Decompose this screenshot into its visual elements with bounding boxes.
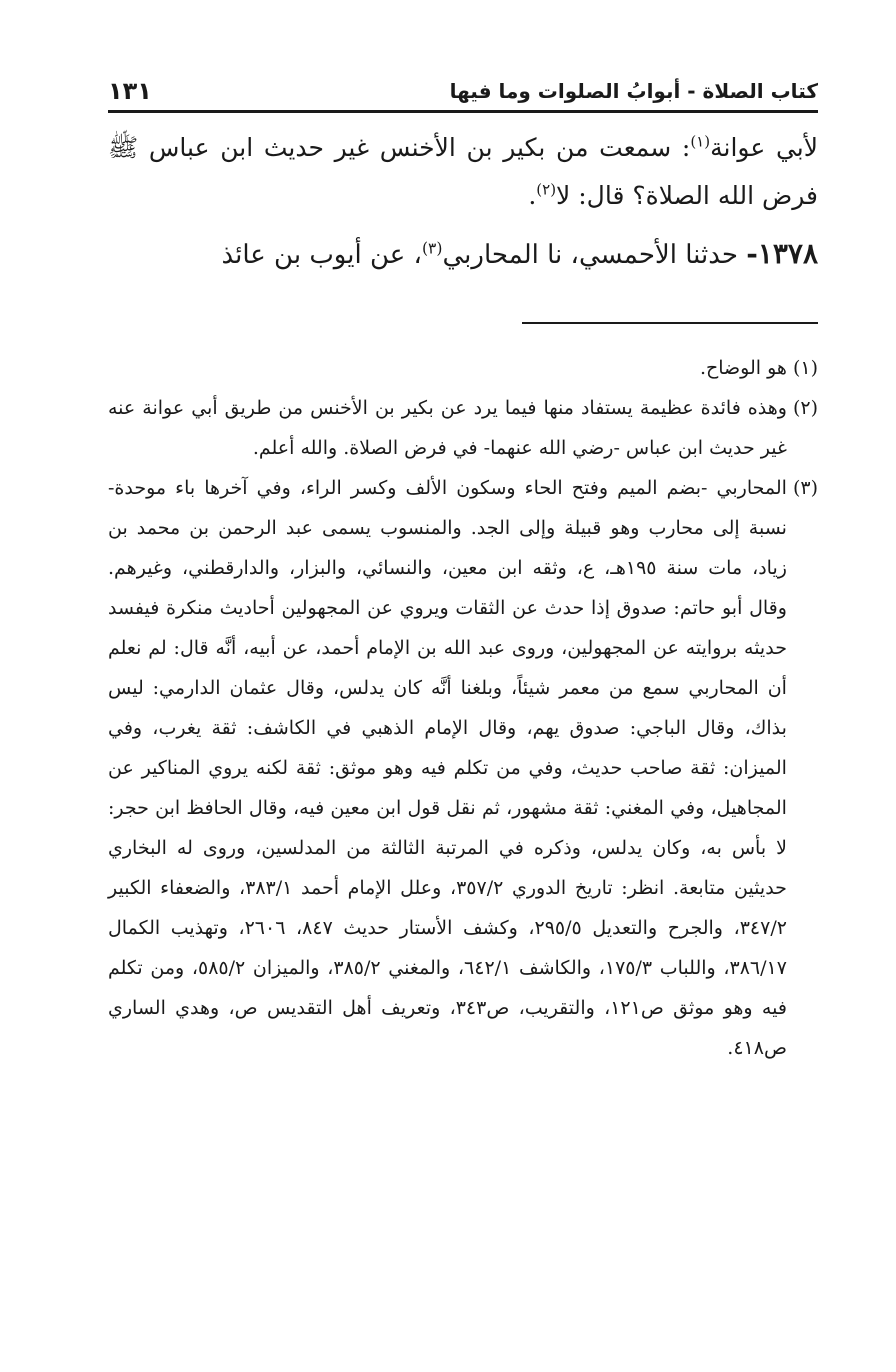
footnote-1	[108, 348, 818, 388]
running-title: كتاب الصلاة - أبوابُ الصلوات وما فيها	[449, 79, 818, 103]
footnote-2	[108, 388, 818, 468]
main-text-segment: : سمعت من بكير بن الأخنس غير حديث ابن عباس ﷺ فرض الله الصلاة؟ قال: لا	[108, 133, 818, 210]
hadith-paragraph	[108, 230, 818, 279]
footnote-ref-2[interactable]: (٢)	[536, 180, 557, 199]
hadith-number: ١٣٧٨-	[746, 237, 818, 270]
hadith-text-segment: ، عن أيوب بن عائذ	[221, 240, 422, 270]
header-rule	[108, 110, 818, 113]
footnote-text: المحاربي -بضم الميم وفتح الحاء وسكون الألف وكسر الراء، وفي آخرها باء موحدة- نسبة إلى محارب وهو قبيلة وإلى الجد. والمنسوب يسمى عبد الرحمن بن محمد بن زياد، مات سنة ١٩٥هـ، ع، وثقه ابن معين، والنسائي، والبزار، والدارقطني، وغيرهم. وقال أبو حاتم: صدوق إذا حدث عن الثقات ويروي عن المجهولين أحاديث منكرة فيفسد حديثه بروايته عن المجهولين، وروى عبد الله بن الإمام أحمد، عن أبيه، أنَّه قال: لم نعلم أن المحاربي سمع من معمر شيئاً، وبلغنا أنَّه كان يدلس، وقال عثمان الدارمي: ليس بذاك، وقال الباجي: صدوق يهم، وقال الإمام الذهبي في الكاشف: ثقة يغرب، وفي الميزان: ثقة صاحب حديث، وفي من تكلم فيه وهو موثق: ثقة لكنه يروي المناكير عن المجاهيل، وفي المغني: ثقة مشهور، ثم نقل قول ابن معين فيه، وقال الحافظ ابن حجر: لا بأس به، وكان يدلس، وذكره في المرتبة الثالثة من المدلسين، وروى له البخاري حديثين متابعة. انظر: تاريخ الدوري ٣٥٧/٢، وعلل الإمام أحمد ٣٨٣/١، والضعفاء الكبير ٣٤٧/٢، والجرح والتعديل ٢٩٥/٥، وكشف الأستار حديث ٨٤٧، ٢٦٠٦، وتهذيب الكمال ٣٨٦/١٧، واللباب ١٧٥/٣، والكاشف ٦٤٢/١، والمغني ٣٨٥/٢، والميزان ٥٨٥/٢، ومن تكلم فيه وهو موثق ص١٢١، والتقريب، ص٣٤٣، وتعريف أهل التقديس ص، وهدي الساري ص٤١٨.	[108, 477, 787, 1059]
hadith-text-segment: حدثنا الأحمسي، نا المحاربي	[442, 240, 747, 270]
footnote-mark: (٣)	[792, 477, 818, 499]
footnote-text: هو الوضاح.	[699, 357, 787, 379]
page-number: ١٣١	[108, 77, 152, 105]
footnote-ref-1[interactable]: (١)	[690, 132, 711, 151]
footnotes	[108, 348, 818, 1068]
main-text	[108, 124, 818, 279]
footnote-text: وهذه فائدة عظيمة يستفاد منها فيما يرد عن بكير بن الأخنس من طريق أبي عوانة عنه غير حديث ابن عباس -رضي الله عنهما- في فرض الصلاة. والله أعلم.	[108, 397, 787, 459]
footnote-ref-3[interactable]: (٣)	[421, 239, 443, 258]
main-text-segment: .	[528, 181, 537, 210]
footnote-mark: (٢)	[792, 397, 818, 419]
footnote-mark: (١)	[792, 357, 818, 379]
footnote-separator	[522, 322, 818, 324]
footnote-3	[108, 468, 818, 1068]
main-paragraph	[108, 124, 818, 220]
main-text-segment: لأبي عوانة	[710, 133, 818, 162]
running-header	[108, 74, 818, 108]
